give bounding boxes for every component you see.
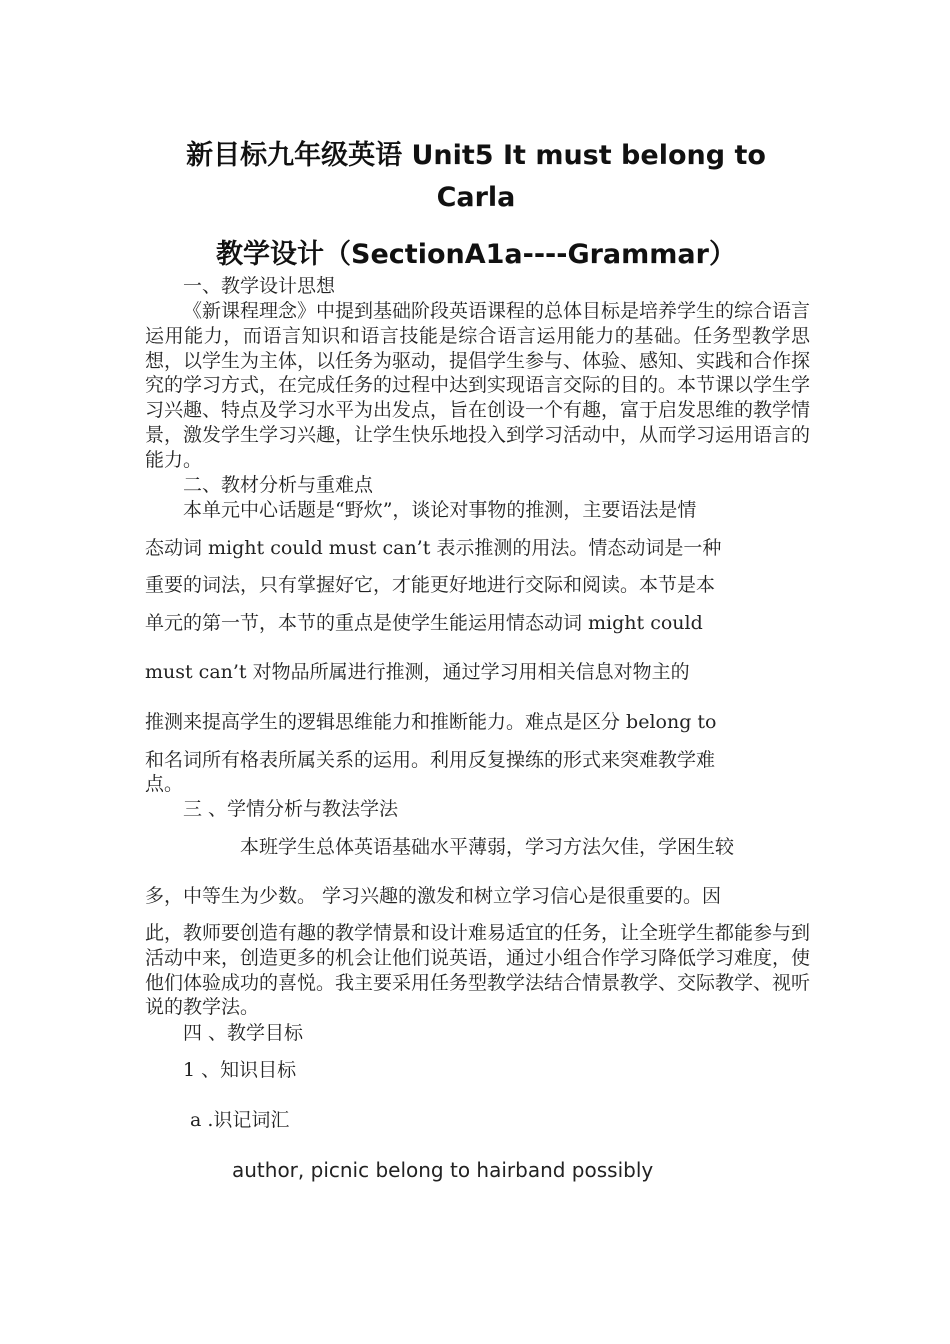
section2-line-4: 单元的第一节，本节的重点是使学生能运用情态动词 might could: [145, 612, 703, 634]
section3-body: 此，教师要创造有趣的教学情景和设计难易适宜的任务，让全班学生都能参与到活动中来，创造更多的机会让他们说英语，通过小组合作学习降低学习难度，使他们体验成功的喜悦。我主要采用任务型教学法结合情景教学、交际教学、视听说的教学法。: [145, 922, 811, 1019]
document-title-line1: 新目标九年级英语 Unit5 It must belong to: [186, 140, 766, 171]
document-title-line2: Carla: [436, 182, 516, 213]
section4-heading: 四 、教学目标: [183, 1022, 304, 1044]
section3-heading: 三 、学情分析与教法学法: [183, 798, 399, 820]
section2-line-5: must can’t 对物品所属进行推测，通过学习用相关信息对物主的: [145, 661, 690, 683]
section2-line-2: 态动词 might could must can’t 表示推测的用法。情态动词是一种: [145, 537, 722, 559]
section2-line-1: 本单元中心话题是“野炊”，谈论对事物的推测，主要语法是情: [183, 499, 697, 521]
section2-line-3: 重要的词法，只有掌握好它，才能更好地进行交际和阅读。本节是本: [145, 574, 716, 596]
section3-line-1: 本班学生总体英语基础水平薄弱，学习方法欠佳，学困生较: [240, 836, 735, 858]
vocabulary-list: author, picnic belong to hairband possibly: [232, 1158, 654, 1182]
section2-heading: 二、教材分析与重难点: [183, 474, 374, 496]
section2-line-7: 和名词所有格表所属关系的运用。利用反复操练的形式来突难教学难: [145, 749, 716, 771]
vocabulary-subheading: a .识记词汇: [190, 1109, 290, 1131]
section3-line-2: 多，中等生为少数。 学习兴趣的激发和树立学习信心是很重要的。因: [145, 885, 722, 907]
section2-line-8: 点。: [145, 773, 184, 795]
section1-heading: 一、教学设计思想: [183, 275, 336, 297]
section1-body: 《新课程理念》中提到基础阶段英语课程的总体目标是培养学生的综合语言运用能力，而语言知识和语言技能是综合语言运用能力的基础。任务型教学思想，以学生为主体，以任务为驱动，提倡学生参与、体验、感知、实践和合作探究的学习方式，在完成任务的过程中达到实现语言交际的目的。本节课以学生学习兴趣、特点及学习水平为出发点，旨在创设一个有趣，富于启发思维的教学情景，激发学生学习兴趣，让学生快乐地投入到学习活动中，从而学习运用语言的能力。: [145, 300, 811, 471]
knowledge-goal-heading: 1 、知识目标: [183, 1059, 297, 1081]
document-title-line3: 教学设计（SectionA1a----Grammar）: [216, 239, 736, 270]
section2-line-6: 推测来提高学生的逻辑思维能力和推断能力。难点是区分 belong to: [145, 711, 717, 733]
